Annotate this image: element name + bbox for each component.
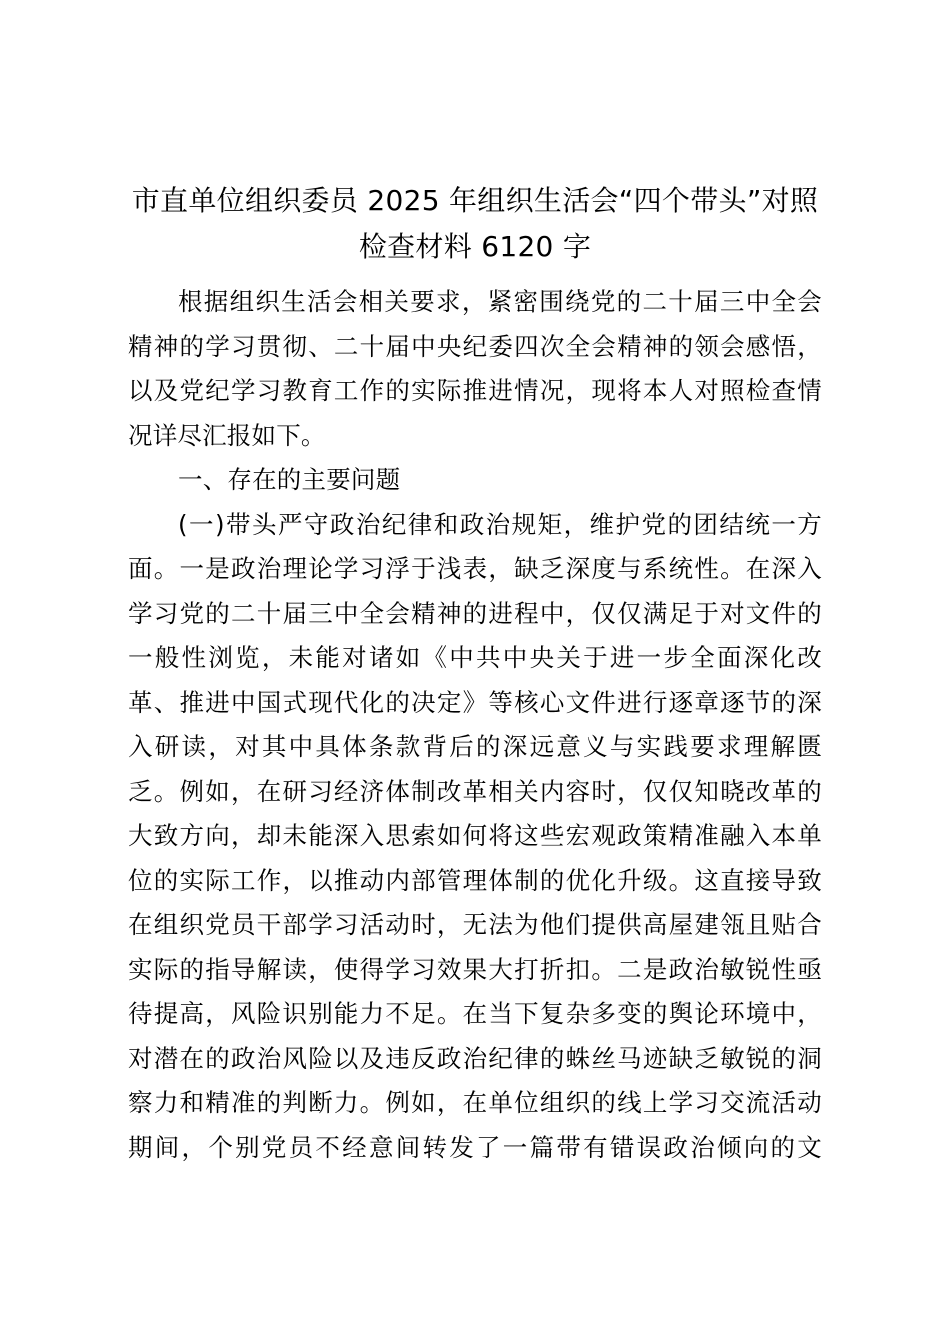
document-title bbox=[120, 178, 830, 270]
text-line: 学习党的二十届三中全会精神的进程中，仅仅满足于对文件的 bbox=[128, 598, 822, 628]
text-line: 入研读，对其中具体条款背后的深远意义与实践要求理解匮 bbox=[128, 732, 822, 761]
text-line: 对潜在的政治风险以及违反政治纪律的蛛丝马迹缺乏敏锐的洞 bbox=[128, 1043, 822, 1073]
text-line: 位的实际工作，以推动内部管理体制的优化升级。这直接导致 bbox=[128, 865, 822, 895]
text-line: 以及党纪学习教育工作的实际推进情况，现将本人对照检查情 bbox=[128, 376, 822, 405]
text-line: (一)带头严守政治纪律和政治规矩，维护党的团结统一方 bbox=[178, 509, 822, 539]
text-line: 精神的学习贯彻、二十届中央纪委四次全会精神的领会感悟， bbox=[128, 331, 822, 361]
text-line: 察力和精准的判断力。例如，在单位组织的线上学习交流活动 bbox=[128, 1088, 822, 1117]
text-line: 革、推进中国式现代化的决定》等核心文件进行逐章逐节的深 bbox=[128, 687, 822, 717]
title-line-2: 检查材料 6120 字 bbox=[358, 230, 592, 263]
text-line: 一般性浏览，未能对诸如《中共中央关于进一步全面深化改 bbox=[128, 643, 822, 672]
text-line: 大致方向，却未能深入思索如何将这些宏观政策精准融入本单 bbox=[128, 821, 822, 850]
text-line: 根据组织生活会相关要求，紧密围绕党的二十届三中全会 bbox=[178, 287, 822, 316]
text-line: 在组织党员干部学习活动时，无法为他们提供高屋建瓴且贴合 bbox=[128, 910, 822, 939]
text-line: 期间，个别党员不经意间转发了一篇带有错误政治倾向的文 bbox=[128, 1132, 822, 1162]
text-line: 乏。例如，在研习经济体制改革相关内容时，仅仅知晓改革的 bbox=[128, 776, 822, 806]
text-line: 况详尽汇报如下。 bbox=[128, 420, 326, 450]
text-line: 面。一是政治理论学习浮于浅表，缺乏深度与系统性。在深入 bbox=[128, 554, 822, 583]
section-heading: 一、存在的主要问题 bbox=[178, 465, 401, 494]
document-body bbox=[128, 280, 822, 1170]
text-line: 实际的指导解读，使得学习效果大打折扣。二是政治敏锐性亟 bbox=[128, 954, 822, 984]
title-line-1: 市直单位组织委员 2025 年组织生活会“四个带头”对照 bbox=[131, 184, 819, 217]
text-line: 待提高，风险识别能力不足。在当下复杂多变的舆论环境中， bbox=[128, 999, 822, 1028]
